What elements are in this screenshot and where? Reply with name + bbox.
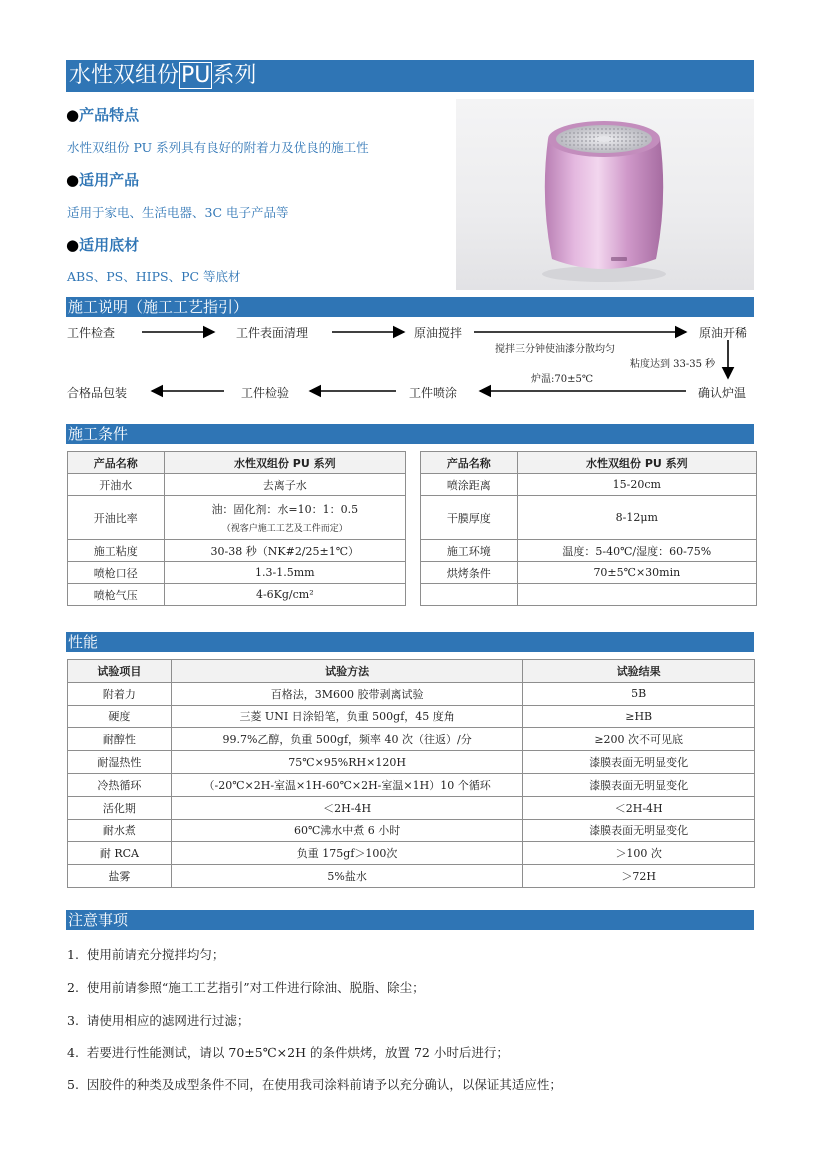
table-row: 耐 RCA 负重 175gf＞100次 ＞100 次	[68, 842, 755, 865]
page-title	[66, 60, 754, 92]
feature-text: ABS、PS、HIPS、PC 等底材	[67, 269, 241, 284]
table-header: 试验结果	[523, 660, 755, 683]
feature-text: 适用于家电、生活电器、3C 电子产品等	[67, 205, 289, 220]
conditions-table-right	[420, 451, 757, 606]
table-row: 硬度 三菱 UNI 日涂铅笔，负重 500gf，45 度角 ≥HB	[68, 705, 755, 728]
table-row	[421, 584, 757, 606]
performance-table	[67, 659, 755, 888]
conditions-table-left	[67, 451, 406, 606]
process-step: 原油开稀	[699, 326, 748, 340]
table-row: 喷枪口径 1.3-1.5mm	[68, 562, 406, 584]
list-item: 2. 使用前请参照“施工工艺指引”对工件进行除油、脱脂、除尘；	[67, 980, 425, 995]
list-item: 3. 请使用相应的滤网进行过滤；	[67, 1013, 250, 1028]
feature-text: 水性双组份 PU 系列具有良好的附着力及优良的施工性	[67, 140, 369, 155]
table-header: 试验方法	[171, 660, 523, 683]
process-step: 工件喷涂	[409, 386, 458, 400]
speaker-image	[456, 99, 754, 290]
table-header: 试验项目	[68, 660, 172, 683]
feature-heading: ●适用底材	[66, 236, 140, 254]
process-step: 工件检验	[241, 386, 290, 400]
process-step: 工件表面清理	[236, 326, 309, 340]
table-header: 水性双组份 PU 系列	[517, 452, 756, 474]
list-item: 5. 因胶件的种类及成型条件不同，在使用我司涂料前请予以充分确认，以保证其适应性；	[67, 1077, 562, 1092]
table-row: 开油比率 油：固化剂：水=10：1：0.5 （视客户施工工艺及工件而定）	[68, 496, 406, 540]
table-row: 活化期 ＜2H-4H ＜2H-4H	[68, 796, 755, 819]
table-row: 喷枪气压 4-6Kg/cm²	[68, 584, 406, 606]
table-header: 产品名称	[421, 452, 518, 474]
process-note: 粘度达到 33-35 秒	[630, 359, 716, 370]
table-header: 产品名称	[68, 452, 165, 474]
title-suffix: 系列	[212, 63, 257, 88]
table-row: 烘烤条件 70±5℃×30min	[421, 562, 757, 584]
performance-header: 性能	[66, 632, 754, 652]
process-step: 工件检查	[67, 326, 116, 340]
list-item: 4. 若要进行性能测试，请以 70±5℃×2H 的条件烘烤，放置 72 小时后进行；	[67, 1045, 509, 1060]
process-step: 合格品包装	[67, 386, 128, 400]
table-row: 耐醇性 99.7%乙醇，负重 500gf，频率 40 次（往返）/分 ≥200 次不可见底	[68, 728, 755, 751]
table-row: 耐水煮 60℃沸水中煮 6 小时 漆膜表面无明显变化	[68, 819, 755, 842]
process-note: 炉温:70±5℃	[531, 374, 594, 385]
title-highlight: PU	[181, 63, 211, 88]
process-step: 原油搅拌	[414, 326, 463, 340]
table-row: 耐湿热性 75℃×95%RH×120H 漆膜表面无明显变化	[68, 751, 755, 774]
notes-header: 注意事项	[66, 910, 754, 930]
table-row: 盐雾 5%盐水 ＞72H	[68, 865, 755, 888]
table-row: 干膜厚度 8-12μm	[421, 496, 757, 540]
feature-heading: ●产品特点	[66, 106, 140, 124]
table-row: 施工环境 温度：5-40℃/湿度：60-75%	[421, 540, 757, 562]
table-row: 开油水 去离子水	[68, 474, 406, 496]
table-row: 附着力 百格法，3M600 胶带剥离试验 5B	[68, 682, 755, 705]
table-row: 喷涂距离 15-20cm	[421, 474, 757, 496]
table-header: 水性双组份 PU 系列	[164, 452, 405, 474]
table-row: 冷热循环 （-20℃×2H-室温×1H-60℃×2H-室温×1H）10 个循环 漆膜表面无明显变化	[68, 773, 755, 796]
list-item: 1. 使用前请充分搅拌均匀；	[67, 947, 225, 962]
process-note: 搅拌三分钟使油漆分散均匀	[495, 344, 615, 355]
title-prefix: 水性双组份	[69, 63, 180, 88]
product-photo	[456, 99, 754, 290]
process-header: 施工说明（施工工艺指引）	[66, 297, 754, 317]
table-row: 施工粘度 30-38 秒（NK#2/25±1℃）	[68, 540, 406, 562]
feature-heading: ●适用产品	[66, 171, 140, 189]
process-step: 确认炉温	[698, 386, 747, 400]
conditions-header: 施工条件	[66, 424, 754, 444]
